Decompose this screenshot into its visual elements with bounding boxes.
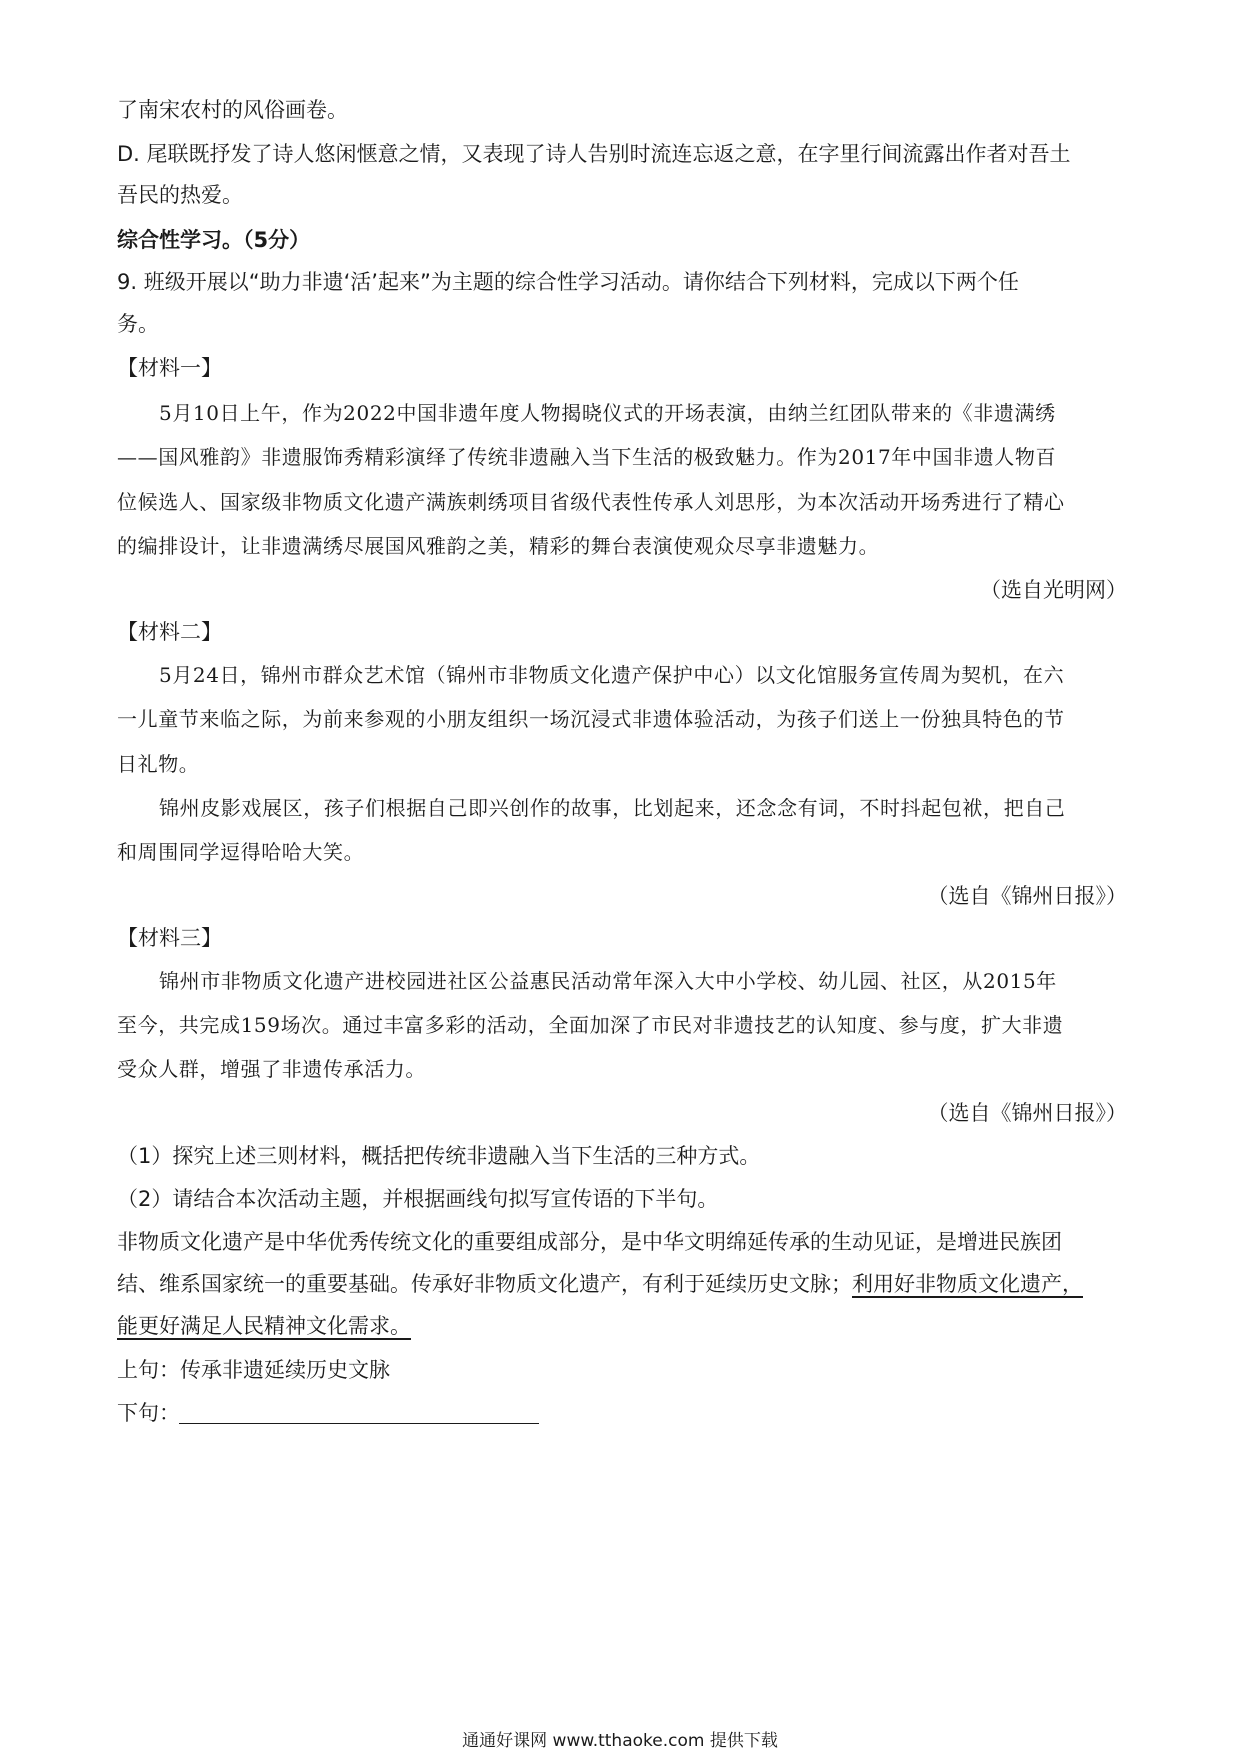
- task-2: （2）请结合本次活动主题，并根据画线句拟写宣传语的下半句。: [117, 1187, 719, 1211]
- upper-line: 上句：传承非遗延续历史文脉: [117, 1358, 390, 1382]
- lower-line-label: 下句：: [117, 1401, 180, 1425]
- material-3-source: （选自《锦州日报》）: [927, 1101, 1127, 1125]
- footer-watermark: 通通好课网 www.tthaoke.com 提供下载: [462, 1731, 778, 1751]
- passage-line-2-plain: 结、维系国家统一的重要基础。传承好非物质文化遗产，有利于延续历史文脉；: [117, 1272, 852, 1296]
- option-d-line-1: D. 尾联既抒发了诗人悠闲惬意之情，又表现了诗人告别时流连忘返之意，在字里行间流露出作者对吾土: [117, 142, 1071, 166]
- question-9-line-1: 9. 班级开展以“助力非遗‘活’起来”为主题的综合性学习活动。请你结合下列材料，完成以下两个任: [117, 270, 1019, 294]
- material-3-line-3: 受众人群，增强了非遗传承活力。: [117, 1057, 426, 1081]
- task-1: （1）探究上述三则材料，概括把传统非遗融入当下生活的三种方式。: [117, 1144, 761, 1168]
- material-3-line-2: 至今，共完成159场次。通过丰富多彩的活动，全面加深了市民对非遗技艺的认知度、参与度，扩大非遗: [117, 1013, 1064, 1037]
- option-c-tail: 了南宋农村的风俗画卷。: [117, 98, 348, 122]
- material-1-source: （选自光明网）: [980, 578, 1127, 602]
- section-heading: 综合性学习。（5分）: [117, 228, 311, 252]
- material-3-line-1: 锦州市非物质文化遗产进校园进社区公益惠民活动常年深入大中小学校、幼儿园、社区，从2015年: [159, 969, 1057, 993]
- material-1-line-1: 5月10日上午，作为2022中国非遗年度人物揭晓仪式的开场表演，由纳兰红团队带来的《非遗满绣: [159, 401, 1056, 425]
- material-1-line-4: 的编排设计，让非遗满绣尽展国风雅韵之美，精彩的舞台表演使观众尽享非遗魅力。: [117, 534, 880, 558]
- lower-line: [117, 1399, 617, 1429]
- question-9-line-2: 务。: [117, 312, 159, 336]
- answer-blank[interactable]: [179, 1423, 539, 1424]
- material-2-line-5: 和周围同学逗得哈哈大笑。: [117, 840, 365, 864]
- option-d-line-2: 吾民的热爱。: [117, 183, 243, 207]
- passage-line-2: [117, 1270, 1083, 1298]
- material-2-line-3: 日礼物。: [117, 752, 200, 776]
- material-1-line-2: ——国风雅韵》非遗服饰秀精彩演绎了传统非遗融入当下生活的极致魅力。作为2017年中国非遗人物百: [117, 445, 1057, 469]
- material-2-source: （选自《锦州日报》）: [927, 884, 1127, 908]
- underlined-sentence-part-1: 利用好非物质文化遗产，: [852, 1272, 1083, 1296]
- passage-line-3: [117, 1312, 411, 1340]
- material-2-line-4: 锦州皮影戏展区，孩子们根据自己即兴创作的故事，比划起来，还念念有词，不时抖起包袱，把自己: [159, 796, 1066, 820]
- underlined-sentence-part-2: 能更好满足人民精神文化需求。: [117, 1314, 411, 1338]
- material-1-title: 【材料一】: [117, 356, 222, 380]
- material-2-line-1: 5月24日，锦州市群众艺术馆（锦州市非物质文化遗产保护中心）以文化馆服务宣传周为契机，在六: [159, 663, 1065, 687]
- material-2-title: 【材料二】: [117, 620, 222, 644]
- material-3-title: 【材料三】: [117, 926, 222, 950]
- passage-line-1: 非物质文化遗产是中华优秀传统文化的重要组成部分，是中华文明绵延传承的生动见证，是增进民族团: [117, 1230, 1062, 1254]
- material-1-line-3: 位候选人、国家级非物质文化遗产满族刺绣项目省级代表性传承人刘思彤，为本次活动开场秀进行了精心: [117, 490, 1065, 514]
- material-2-line-2: 一儿童节来临之际，为前来参观的小朋友组织一场沉浸式非遗体验活动，为孩子们送上一份独具特色的节: [117, 707, 1065, 731]
